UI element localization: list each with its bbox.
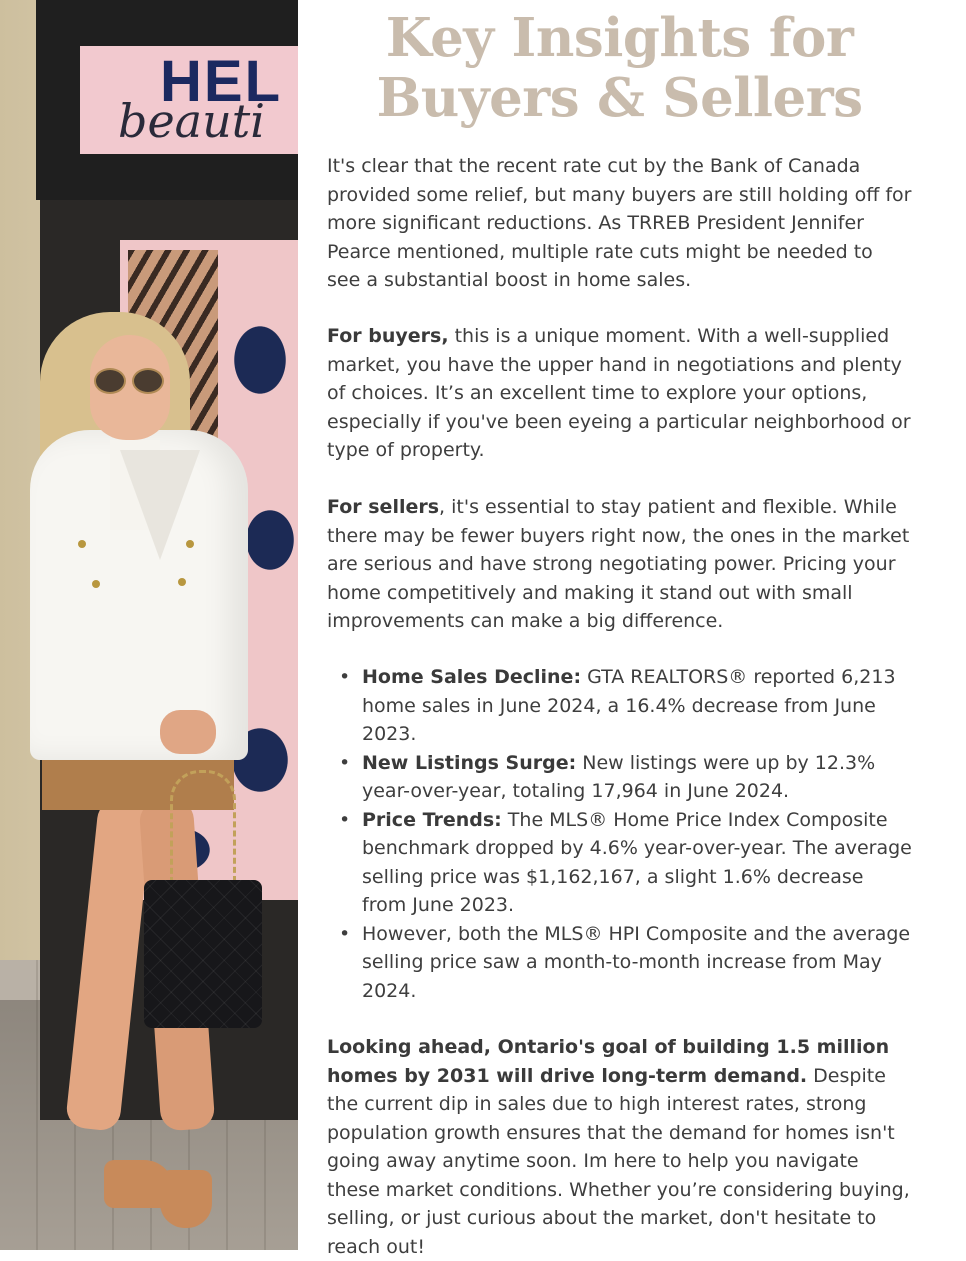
list-item-lead: New Listings Surge:	[362, 751, 577, 774]
closing-lead: Looking ahead, Ontario's goal of building 1.5 million homes by 2031 will drive long-term demand.	[327, 1036, 890, 1087]
jacket-button	[78, 540, 86, 548]
sunglasses	[94, 368, 166, 392]
sign-text-script: beauti	[118, 94, 265, 148]
hero-photo	[0, 0, 298, 1250]
sign-text-bold: HEL	[160, 49, 282, 114]
list-item	[362, 663, 912, 749]
buyers-lead: For buyers,	[327, 325, 449, 347]
intro-paragraph: It's clear that the recent rate cut by the Bank of Canada provided some relief, but many buyers are still holding off for more significant reductions. As TRREB President Jennifer Pearce mentioned, multiple rate cuts might be needed to see a substantial boost in home sales.	[327, 155, 912, 291]
buyers-text: this is a unique moment. With a well-supplied market, you have the upper hand in negotiations and plenty of choices. It’s an excellent time to explore your options, especially if you've been eyeing a particular neighborhood or type of property.	[327, 325, 911, 461]
list-item	[362, 749, 912, 806]
jacket-button	[186, 540, 194, 548]
list-item-text: GTA REALTORS® reported 6,213 home sales in June 2024, a 16.4% decrease from June 2023.	[362, 666, 896, 745]
person-hands	[160, 710, 216, 754]
list-item	[362, 806, 912, 920]
list-item-text: The MLS® Home Price Index Composite benchmark dropped by 4.6% year-over-year. The average selling price was $1,162,167, a slight 1.6% decrease from June 2023.	[362, 808, 912, 916]
handbag	[144, 880, 262, 1028]
buyers-paragraph	[327, 322, 912, 465]
closing-paragraph	[327, 1033, 912, 1261]
list-item-lead: Home Sales Decline:	[362, 666, 582, 688]
list-item-text: However, both the MLS® HPI Composite and the average selling price saw a month-to-month increase from May 2024.	[362, 922, 911, 1002]
jacket-button	[178, 578, 186, 586]
storefront-sign	[80, 46, 298, 154]
title-line-2: Buyers & Sellers	[376, 67, 863, 129]
jacket-button	[92, 580, 100, 588]
sellers-paragraph	[327, 493, 912, 636]
bag-chain-strap	[170, 770, 236, 893]
sellers-text: , it's essential to stay patient and flexible. While there may be fewer buyers right now, the ones in the market are serious and have strong negotiating power. Pricing your home competitively and making it stand out with small improvements can make a big difference.	[327, 496, 910, 632]
stats-list	[327, 663, 912, 1005]
list-item	[362, 920, 912, 1006]
list-item-lead: Price Trends:	[362, 808, 502, 831]
page-title	[327, 8, 912, 128]
list-item-text: New listings were up by 12.3% year-over-year, totaling 17,964 in June 2024.	[362, 751, 876, 802]
title-line-1: Key Insights for	[385, 7, 854, 69]
person-shoe-right	[160, 1170, 212, 1228]
closing-text: Despite the current dip in sales due to high interest rates, strong population growth ensures that the demand for homes isn't going away anytime soon. Im here to help you navigate these market conditions. Whether you’re considering buying, selling, or just curious about the market, don't hesitate to reach out!	[327, 1064, 910, 1258]
sellers-lead: For sellers	[327, 496, 440, 518]
